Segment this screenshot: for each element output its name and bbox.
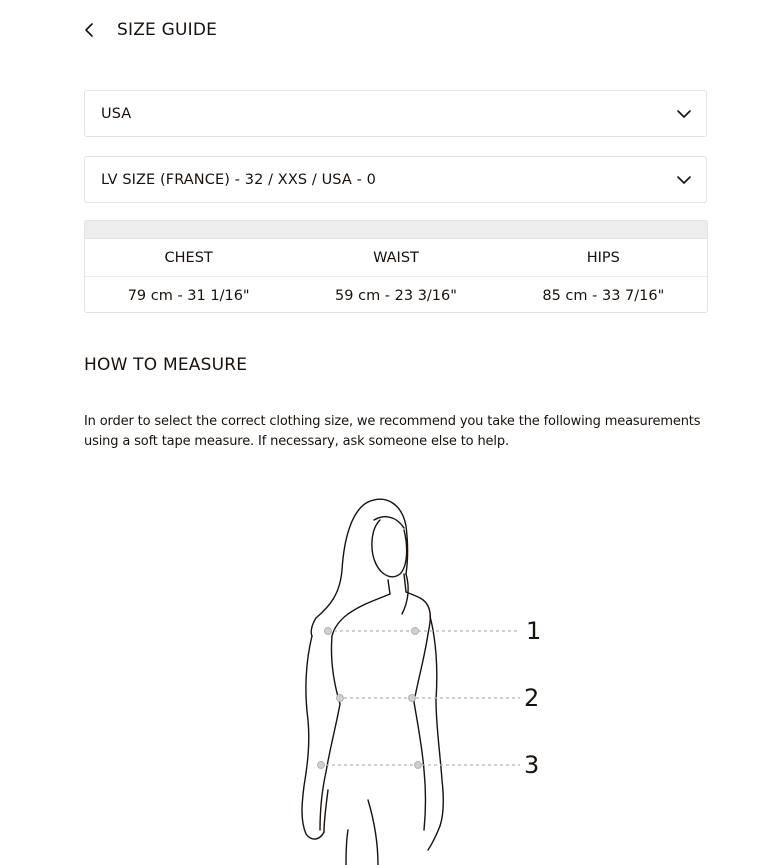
marker-2: 2 [524, 684, 540, 712]
body-measurement-figure [290, 490, 550, 865]
measure-instructions: In order to select the correct clothing size, we recommend you take the following measurements using a soft tape measure. If necessary, ask someone else to help. [84, 414, 701, 449]
size-select-value: LV SIZE (FRANCE) - 32 / XXS / USA - 0 [101, 171, 376, 188]
hair-outline [311, 502, 368, 636]
marker-3: 3 [524, 751, 540, 779]
waist-point-right [409, 695, 416, 702]
left-hand [324, 790, 328, 832]
hips-point-right [415, 762, 422, 769]
column-header-waist: WAIST [373, 249, 419, 266]
chest-point-right [412, 628, 419, 635]
waist-value: 59 cm - 23 3/16" [335, 287, 457, 304]
face-outline [372, 520, 407, 577]
right-hand [428, 826, 440, 850]
marker-1: 1 [526, 617, 542, 645]
chest-point-left [325, 628, 332, 635]
region-select-value: USA [101, 105, 132, 122]
how-to-measure-title: HOW TO MEASURE [84, 355, 248, 375]
table-header-row [85, 239, 707, 277]
waist-point-left [337, 695, 344, 702]
header [84, 14, 217, 46]
column-header-chest: CHEST [164, 249, 213, 266]
chest-value: 79 cm - 31 1/16" [127, 287, 250, 304]
back-button[interactable] [84, 14, 104, 46]
page-title: SIZE GUIDE [117, 20, 218, 40]
chevron-left-icon [84, 22, 94, 38]
hips-value: 85 cm - 33 7/16" [542, 287, 665, 304]
chevron-down-icon [676, 106, 692, 122]
column-header-hips: HIPS [586, 249, 620, 266]
right-arm [430, 616, 443, 826]
hair-top [368, 499, 408, 574]
left-shoulder [332, 594, 390, 636]
right-shoulder [406, 592, 430, 634]
region-select[interactable] [84, 90, 707, 137]
size-select[interactable] [84, 156, 707, 203]
left-torso [320, 636, 340, 830]
size-table [84, 220, 708, 313]
table-band [85, 221, 707, 239]
legs [346, 800, 378, 865]
table-row [85, 277, 707, 313]
hips-point-left [318, 762, 325, 769]
chevron-down-icon [676, 172, 692, 188]
right-torso [414, 634, 428, 830]
